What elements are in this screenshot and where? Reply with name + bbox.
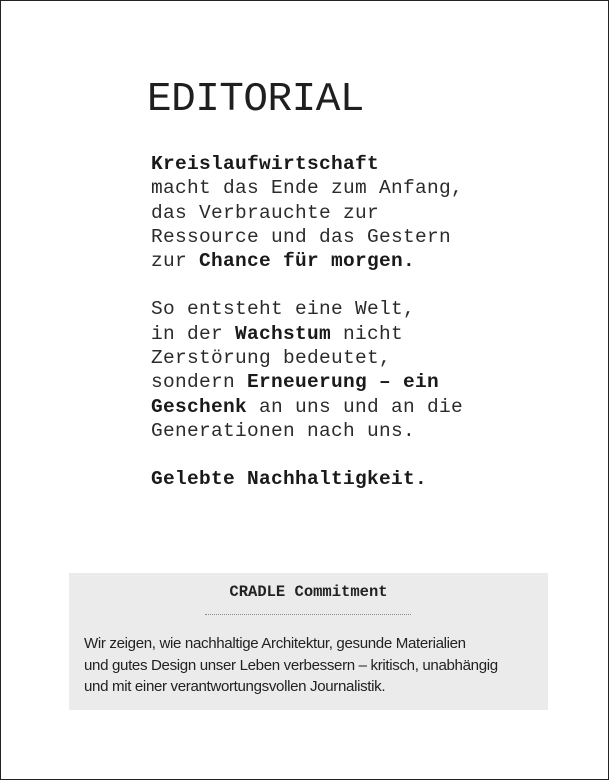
text-fragment: sondern	[151, 371, 248, 394]
text-fragment: zur	[151, 250, 200, 273]
commitment-text	[84, 633, 542, 698]
editorial-body	[151, 152, 511, 516]
text-fragment: in der	[151, 322, 236, 345]
paragraph-new-world	[151, 297, 511, 443]
commitment-title: CRADLE Commitment	[229, 583, 388, 601]
page-title: EDITORIAL	[147, 77, 364, 123]
text-fragment: nicht	[331, 322, 404, 345]
bold-phrase: Kreislaufwirtschaft	[151, 153, 380, 175]
text-line	[151, 395, 511, 419]
paragraph-circular-economy	[151, 152, 511, 273]
dotted-divider	[205, 614, 411, 615]
text-line: das Verbrauchte zur	[151, 201, 380, 224]
text-fragment: an uns und an die	[247, 395, 464, 418]
text-line: Ressource und das Gestern	[151, 225, 452, 248]
text-line: So entsteht eine Welt,	[151, 298, 416, 321]
text-line: Generationen nach uns.	[151, 419, 416, 442]
bold-phrase: Erneuerung – ein	[247, 371, 440, 394]
text-line: Zerstörung bedeutet,	[151, 347, 392, 370]
text-line	[151, 370, 511, 394]
paragraph-closing	[151, 467, 511, 491]
bold-phrase: Wachstum	[235, 322, 332, 345]
closing-statement: Gelebte Nachhaltigkeit.	[151, 468, 428, 491]
text-line: und gutes Design unser Leben verbessern – kritisch, unabhängig	[84, 656, 498, 674]
bold-phrase: Chance für morgen.	[199, 250, 416, 273]
commitment-box	[69, 573, 548, 710]
text-line	[151, 467, 511, 491]
text-line: macht das Ende zum Anfang,	[151, 177, 464, 200]
text-line	[151, 249, 511, 273]
bold-phrase: Geschenk	[151, 395, 248, 418]
text-line: Wir zeigen, wie nachhaltige Architektur, gesunde Materialien	[84, 635, 466, 652]
text-line	[151, 322, 511, 346]
text-line	[151, 152, 511, 176]
text-line: und mit einer verantwortungsvollen Journalistik.	[84, 678, 386, 695]
